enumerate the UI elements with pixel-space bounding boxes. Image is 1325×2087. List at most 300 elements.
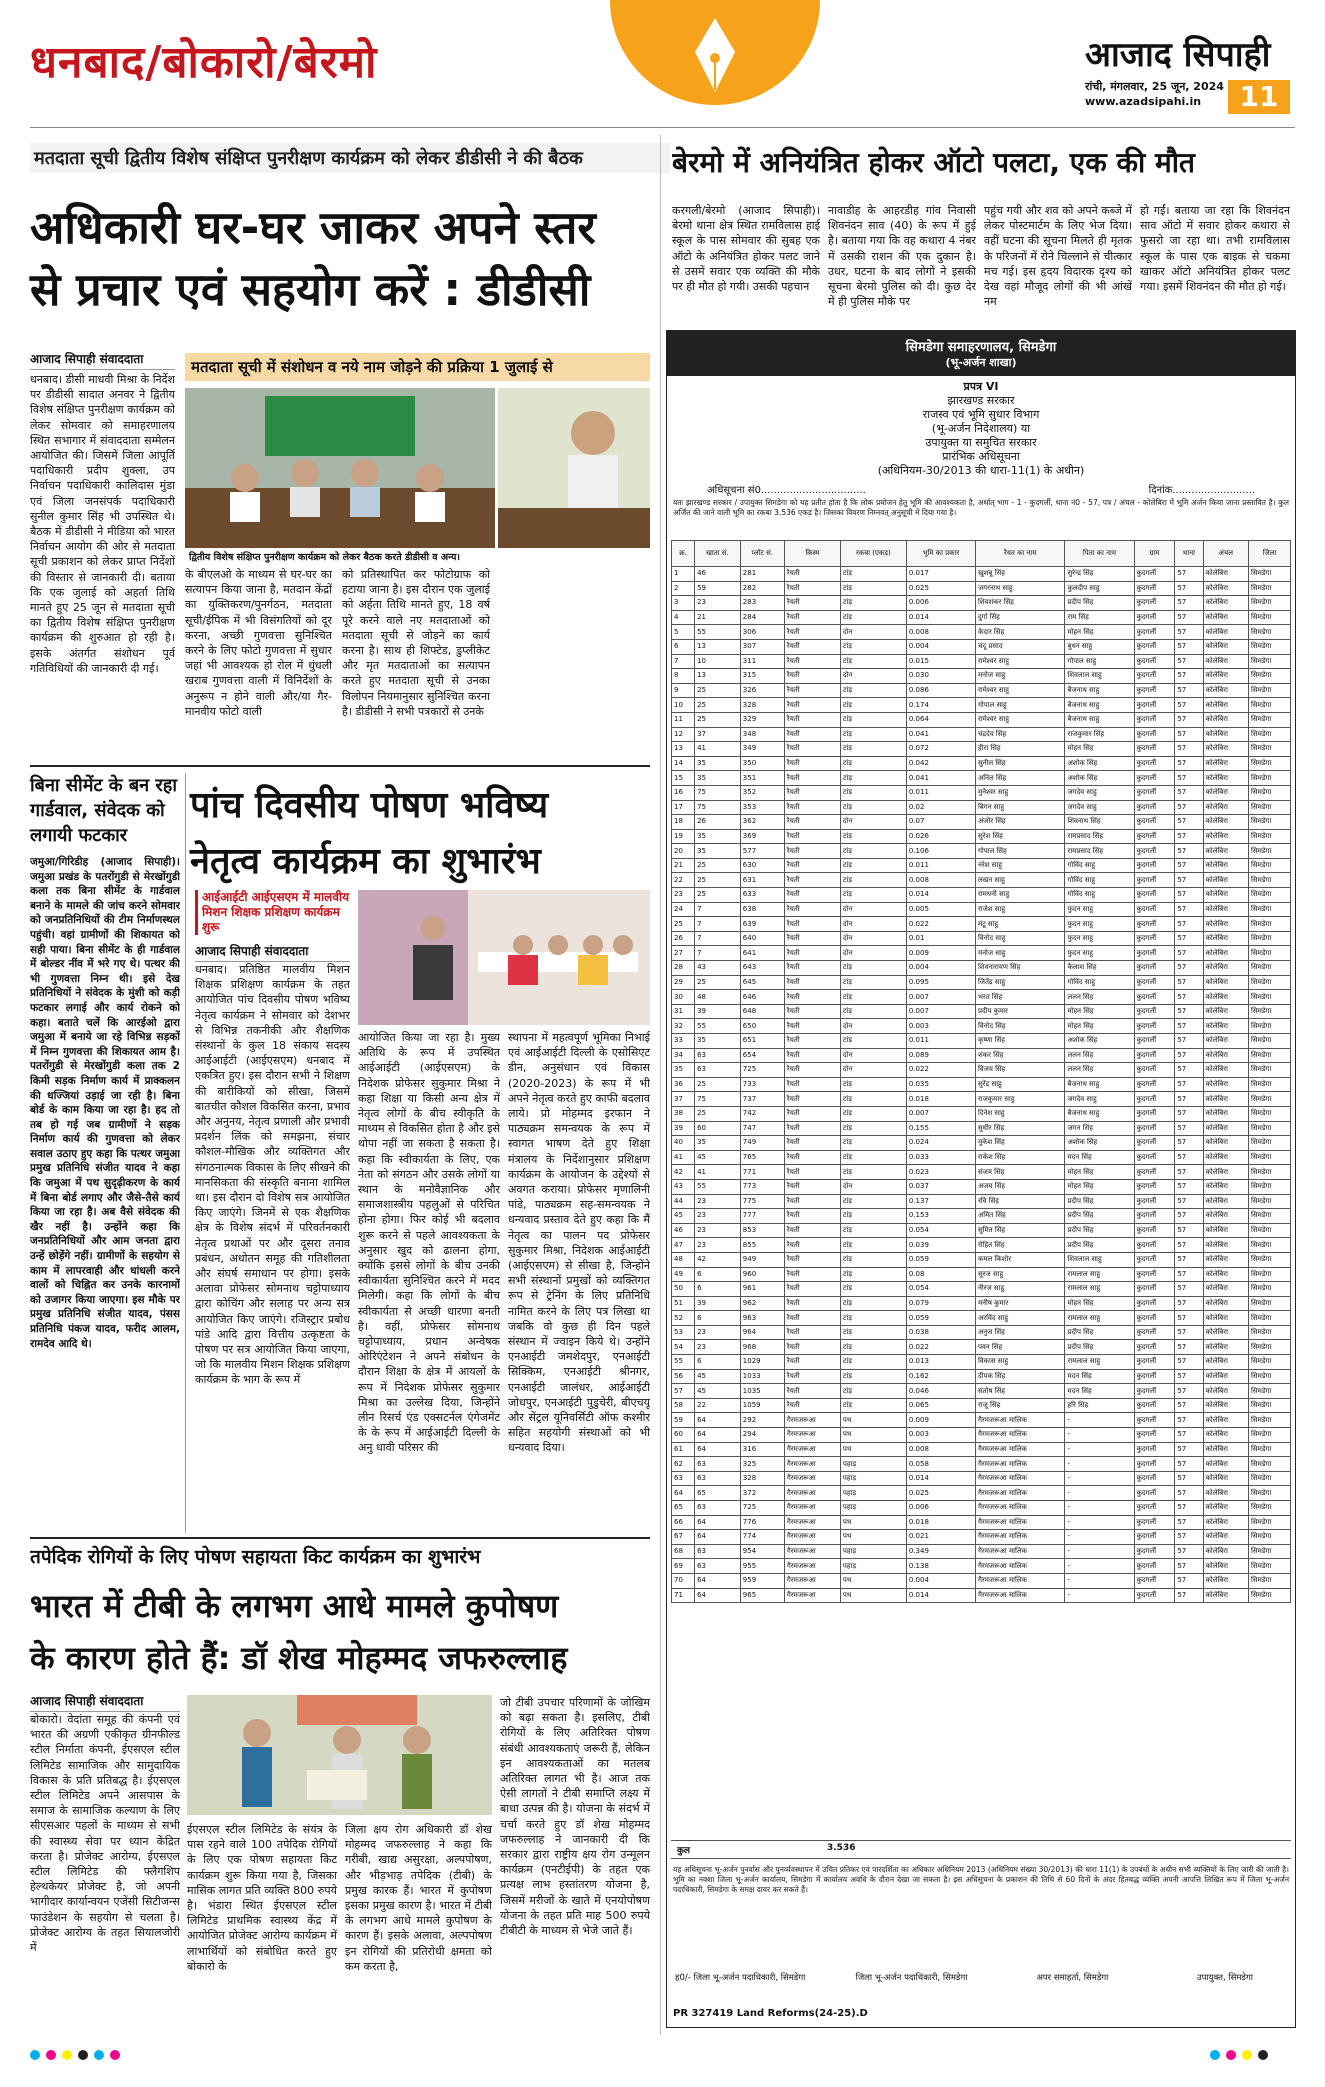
table-cell: पहाड़ bbox=[840, 1559, 906, 1574]
table-cell: कोलेबिरा bbox=[1203, 1179, 1249, 1194]
table-cell: कुदगर्ली bbox=[1134, 683, 1175, 698]
table-cell: विनोद सिंह bbox=[975, 1019, 1065, 1034]
table-cell: कुदगर्ली bbox=[1134, 902, 1175, 917]
table-cell: रामलाल साहु bbox=[1065, 1311, 1134, 1326]
table-cell: रैयती bbox=[784, 1340, 840, 1355]
table-cell: 50 bbox=[672, 1282, 695, 1297]
table-cell: कुदगर्ली bbox=[1134, 1136, 1175, 1151]
table-cell: कोलेबिरा bbox=[1203, 1413, 1249, 1428]
table-cell: 57 bbox=[1175, 625, 1203, 640]
table-row bbox=[672, 1588, 1291, 1603]
table-cell: 13 bbox=[695, 669, 741, 684]
table-cell: सिमडेगा bbox=[1249, 639, 1291, 654]
notice-sign4: उपायुक्त, सिमडेगा bbox=[1196, 1973, 1253, 1983]
table-cell: 31 bbox=[672, 1004, 695, 1019]
story4-col4: जो टीबी उपचार परिणामों के जोखिम को बढ़ा सकता है। इसलिए, टीबी रोगियों के लिए अतिरिक्त पोषण संबंधी आवश्यकताएं जरूरी हैं, लेकिन इन आवश्यकताओं का मतलब अतिरिक्त लागत भी है। आज तक ऐसी लागतों ने टीबी समाप्ति लक्ष्य में बाधा उत्पन्न की है। योजना के संदर्भ में चर्चा करते हुए डॉ शेख मोहम्मद जफरुल्लाह ने जानकारी दी कि सरकार द्वारा राष्ट्रीय क्षय रोग उन्मूलन कार्यक्रम (एनटीईपी) के तहत एक प्रत्यक्ष लाभ हस्तांतरण योजना है, जिसमें मरीजों के खाते में एनयोपोषण योजना के तहत प्रति माह 500 रुपये टीबीटी के माध्यम से भेजे जाते हैं। bbox=[500, 1696, 650, 1938]
table-cell: 57 bbox=[1175, 1282, 1203, 1297]
table-cell: कुदगर्ली bbox=[1134, 1267, 1175, 1282]
table-cell: 55 bbox=[695, 625, 741, 640]
table-cell: प्रदीप सिंह bbox=[1065, 1223, 1134, 1238]
table-cell: 57 bbox=[1175, 669, 1203, 684]
table-cell: 646 bbox=[740, 990, 784, 1005]
table-cell: 59 bbox=[672, 1413, 695, 1428]
table-cell: 57 bbox=[1175, 902, 1203, 917]
notice-total-row bbox=[671, 1840, 1291, 1859]
story1-subhead: मतदाता सूची में संशोधन व नये नाम जोड़ने की प्रक्रिया 1 जुलाई से bbox=[185, 353, 650, 381]
table-cell: रवि सिंह bbox=[975, 1194, 1065, 1209]
table-cell: गैरमजरूआ मालिक bbox=[975, 1573, 1065, 1588]
table-cell: रैयती bbox=[784, 1369, 840, 1384]
table-row bbox=[672, 1063, 1291, 1078]
table-cell: टांड़ bbox=[840, 771, 906, 786]
table-cell: 10 bbox=[695, 654, 741, 669]
table-cell: 1059 bbox=[740, 1398, 784, 1413]
table-cell: सिमडेगा bbox=[1249, 567, 1291, 582]
page-column-divider bbox=[660, 135, 661, 2035]
table-cell: 0.005 bbox=[906, 902, 975, 917]
table-cell: 0.01 bbox=[906, 931, 975, 946]
table-cell: टांड़ bbox=[840, 639, 906, 654]
table-cell: कोलेबिरा bbox=[1203, 654, 1249, 669]
table-cell: 949 bbox=[740, 1252, 784, 1267]
table-cell: गोविंद साहु bbox=[1065, 888, 1134, 903]
table-cell: सिमडेगा bbox=[1249, 771, 1291, 786]
table-row bbox=[672, 1165, 1291, 1180]
notice-office bbox=[667, 331, 1295, 376]
table-cell: 0.089 bbox=[906, 1048, 975, 1063]
table-header-cell: ग्राम bbox=[1134, 541, 1175, 567]
table-cell: 57 bbox=[1175, 712, 1203, 727]
table-cell: टांड़ bbox=[840, 596, 906, 611]
table-cell: सिमडेगा bbox=[1249, 1106, 1291, 1121]
table-row bbox=[672, 1384, 1291, 1399]
table-cell: टांड़ bbox=[840, 581, 906, 596]
table-cell: कोलेबिरा bbox=[1203, 1355, 1249, 1370]
table-cell: मोहन सिंह bbox=[1065, 625, 1134, 640]
table-cell: 57 bbox=[1175, 1486, 1203, 1501]
table-cell: टांड़ bbox=[840, 858, 906, 873]
table-cell: चंदू प्रसाद bbox=[975, 639, 1065, 654]
table-cell: रैयती bbox=[784, 1150, 840, 1165]
table-cell: 0.174 bbox=[906, 698, 975, 713]
table-cell: 0.023 bbox=[906, 1165, 975, 1180]
table-cell: कुदगर्ली bbox=[1134, 1150, 1175, 1165]
table-cell: 16 bbox=[672, 785, 695, 800]
table-cell: जगदेव साहु bbox=[1065, 800, 1134, 815]
table-cell: दोन bbox=[840, 669, 906, 684]
table-cell: अशोक सिंह bbox=[1065, 1034, 1134, 1049]
table-cell: 35 bbox=[672, 1063, 695, 1078]
table-cell: 0.007 bbox=[906, 1106, 975, 1121]
table-cell: रैयती bbox=[784, 756, 840, 771]
table-cell: 641 bbox=[740, 946, 784, 961]
table-cell: सिमडेगा bbox=[1249, 917, 1291, 932]
table-cell: कोलेबिरा bbox=[1203, 785, 1249, 800]
story1-rule bbox=[30, 765, 650, 767]
table-cell: 57 bbox=[1175, 961, 1203, 976]
table-row bbox=[672, 567, 1291, 582]
table-cell: 57 bbox=[1175, 990, 1203, 1005]
table-cell: सुरेंद्र साहु bbox=[975, 1077, 1065, 1092]
table-cell: दोन bbox=[840, 815, 906, 830]
table-cell: संतोष सिंह bbox=[975, 1384, 1065, 1399]
table-cell: सिमडेगा bbox=[1249, 1121, 1291, 1136]
table-cell: 35 bbox=[695, 771, 741, 786]
table-cell: 57 bbox=[1175, 1515, 1203, 1530]
table-cell: 57 bbox=[1175, 858, 1203, 873]
table-cell: टांड़ bbox=[840, 1282, 906, 1297]
table-cell: कोलेबिरा bbox=[1203, 1573, 1249, 1588]
table-header-cell: थाना bbox=[1175, 541, 1203, 567]
table-row bbox=[672, 844, 1291, 859]
table-cell: मनोज साहु bbox=[975, 669, 1065, 684]
table-cell: 350 bbox=[740, 756, 784, 771]
table-cell: कुदगर्ली bbox=[1134, 931, 1175, 946]
table-cell: रैयती bbox=[784, 625, 840, 640]
table-cell: 307 bbox=[740, 639, 784, 654]
table-cell: 0.014 bbox=[906, 1471, 975, 1486]
table-row bbox=[672, 1325, 1291, 1340]
table-cell: 0.058 bbox=[906, 1457, 975, 1472]
table-cell: गोविंद साहु bbox=[1065, 873, 1134, 888]
table-cell: सिमडेगा bbox=[1249, 1311, 1291, 1326]
table-cell: 0.014 bbox=[906, 610, 975, 625]
table-row bbox=[672, 1121, 1291, 1136]
page-number: 11 bbox=[1239, 80, 1279, 113]
table-cell: 773 bbox=[740, 1179, 784, 1194]
table-cell: कुदगर्ली bbox=[1134, 756, 1175, 771]
table-cell: पहाड़ bbox=[840, 1457, 906, 1472]
table-row bbox=[672, 1179, 1291, 1194]
table-cell: कोलेबिरा bbox=[1203, 1384, 1249, 1399]
table-cell: कोलेबिरा bbox=[1203, 1004, 1249, 1019]
table-cell: 0.022 bbox=[906, 1340, 975, 1355]
table-cell: 63 bbox=[695, 1471, 741, 1486]
table-cell: 281 bbox=[740, 567, 784, 582]
table-row bbox=[672, 654, 1291, 669]
notice-govt: झारखण्ड सरकार bbox=[947, 394, 1015, 407]
table-cell: 25 bbox=[695, 888, 741, 903]
table-row bbox=[672, 756, 1291, 771]
table-cell: कुदगर्ली bbox=[1134, 712, 1175, 727]
table-cell: टांड़ bbox=[840, 990, 906, 1005]
table-cell: 64 bbox=[672, 1486, 695, 1501]
table-cell: सिमडेगा bbox=[1249, 1004, 1291, 1019]
table-cell: कुदगर्ली bbox=[1134, 946, 1175, 961]
table-cell: 0.009 bbox=[906, 946, 975, 961]
table-cell: रैयती bbox=[784, 1034, 840, 1049]
table-cell: कुदगर्ली bbox=[1134, 815, 1175, 830]
table-cell: 0.011 bbox=[906, 785, 975, 800]
table-cell: सूरज साहु bbox=[975, 1267, 1065, 1282]
table-cell: 25 bbox=[695, 683, 741, 698]
table-cell: पहाड़ bbox=[840, 1471, 906, 1486]
table-cell: सुरेश सिंह bbox=[975, 829, 1065, 844]
table-cell: 725 bbox=[740, 1501, 784, 1516]
table-cell: ललन सिंह bbox=[1065, 1048, 1134, 1063]
story1-headline bbox=[30, 197, 670, 321]
table-cell: 1029 bbox=[740, 1355, 784, 1370]
table-cell: कोलेबिरा bbox=[1203, 1048, 1249, 1063]
table-cell: कोलेबिरा bbox=[1203, 844, 1249, 859]
table-cell: सिमडेगा bbox=[1249, 1282, 1291, 1297]
table-cell: 0.059 bbox=[906, 1311, 975, 1326]
table-cell: रैयती bbox=[784, 990, 840, 1005]
table-cell: 0.011 bbox=[906, 1034, 975, 1049]
table-cell: 63 bbox=[695, 1501, 741, 1516]
table-cell: 326 bbox=[740, 683, 784, 698]
table-cell: 48 bbox=[695, 990, 741, 1005]
table-cell: गैरमजरूआ मालिक bbox=[975, 1530, 1065, 1545]
table-cell: 777 bbox=[740, 1209, 784, 1224]
table-cell: 961 bbox=[740, 1282, 784, 1297]
table-cell: कुदगर्ली bbox=[1134, 1121, 1175, 1136]
story2-body: जमुआ/गिरिडीह (आजाद सिपाही)। जमुआ प्रखंड के पतरोंगुडी से मेरखोंगुडी कला तक बिना सीमेंट के गार्डवाल बनाने के मामले की जांच करने सोमवार को जनप्रतिनिधियों की टीम निर्माणस्थल पहुंची। वहां ग्रामीणों की शिकायत को सही पाया। बिना सीमेंट के ही गार्डवाल में बोल्डर नींव में भरे गए थे। पत्थर की भी गुणवत्ता निम्न थी। इसे देख प्रतिनिधियों ने संवेदक के मुंशी को कड़ी फटकार लगाई और कार्य रोकने को कहा। बताते चलें कि आरईओ द्वारा जमुआ में बनाये जा रहे विभिन्न सड़कों में निम्न गुणवत्ता की शिकायत आम है। पतरोंगुडी से मेरखोंगुडी कला तक 2 किमी सड़क निर्माण कार्य में प्राक्कलन की धज्जियां उड़ाई जा रही है। बिना बोर्ड के काम किया जा रहा है। हद तो तब हो गई जब ग्रामीणों ने सड़क निर्माण कार्य की गुणवत्ता को लेकर सवाल उठाए हुए कहा कि पत्थर जमुआ प्रमुख प्रतिनिधि संजीत यादव ने कहा कि जमुआ में पथ सुदृढ़ीकरण के कार्य में बिना बोर्ड लगाए और जैसे-तैसे कार्य किया जा रहा है। अब वैसे संवेदक की खैर नहीं है। उन्होंने कहा कि जनप्रतिनिधियों और आम जनता द्वारा उन्हें छोड़ेंगे नहीं। ग्रामीणों के सहयोग से काम में लापरवाही और धांधली करने वालों को चिह्नित कर उनके कारनामों को उजागर किया जाएगा। इस मौके पर प्रमुख प्रतिनिधि संजीत यादव, पंसस प्रतिनिधि पंकज यादव, फरीद आलम, रामदेव आदि थे। bbox=[30, 856, 180, 1350]
table-cell: सिमडेगा bbox=[1249, 1486, 1291, 1501]
table-cell: कैलाश सिंह bbox=[1065, 961, 1134, 976]
table-cell: 0.041 bbox=[906, 727, 975, 742]
table-cell: बुधन साहु bbox=[1065, 639, 1134, 654]
table-cell: कोलेबिरा bbox=[1203, 858, 1249, 873]
table-cell: 39 bbox=[695, 1004, 741, 1019]
table-cell: कुदगर्ली bbox=[1134, 639, 1175, 654]
table-cell: 55 bbox=[695, 1019, 741, 1034]
table-cell: अमित सिंह bbox=[975, 1209, 1065, 1224]
table-cell: 0.006 bbox=[906, 596, 975, 611]
table-cell: मदन सिंह bbox=[1065, 1369, 1134, 1384]
table-cell: दुर्गा सिंह bbox=[975, 610, 1065, 625]
table-row bbox=[672, 625, 1291, 640]
table-cell: 37 bbox=[695, 727, 741, 742]
table-cell: रैयती bbox=[784, 1121, 840, 1136]
table-cell: 25 bbox=[695, 975, 741, 990]
table-cell: 328 bbox=[740, 698, 784, 713]
table-cell: कोलेबिरा bbox=[1203, 610, 1249, 625]
table-cell: 853 bbox=[740, 1223, 784, 1238]
table-cell: कोलेबिरा bbox=[1203, 756, 1249, 771]
table-cell: 54 bbox=[672, 1340, 695, 1355]
table-cell: रैयती bbox=[784, 610, 840, 625]
table-cell: मोहन सिंह bbox=[1065, 1179, 1134, 1194]
table-cell: 630 bbox=[740, 858, 784, 873]
table-cell: 57 bbox=[1175, 1121, 1203, 1136]
table-cell: 47 bbox=[672, 1238, 695, 1253]
table-cell: प्रदीप सिंह bbox=[1065, 1194, 1134, 1209]
table-cell: 18 bbox=[672, 815, 695, 830]
table-cell: 57 bbox=[1175, 1501, 1203, 1516]
land-notice bbox=[666, 330, 1296, 2028]
dateline: रांची, मंगलवार, 25 जून, 2024 bbox=[1085, 80, 1224, 93]
table-cell: 45 bbox=[695, 1384, 741, 1399]
table-row bbox=[672, 1034, 1291, 1049]
table-cell: सुधीर सिंह bbox=[975, 1121, 1065, 1136]
table-row bbox=[672, 1369, 1291, 1384]
table-cell: रामलाल साहु bbox=[1065, 1267, 1134, 1282]
table-cell: - bbox=[1065, 1544, 1134, 1559]
table-cell: 0.003 bbox=[906, 1019, 975, 1034]
table-cell: प्रदीप सिंह bbox=[1065, 1325, 1134, 1340]
table-cell: 725 bbox=[740, 1063, 784, 1078]
table-cell: राम सिंह bbox=[1065, 610, 1134, 625]
table-cell: 51 bbox=[672, 1296, 695, 1311]
table-cell: सुमित सिंह bbox=[975, 1223, 1065, 1238]
table-row bbox=[672, 639, 1291, 654]
table-cell: कोलेबिरा bbox=[1203, 1092, 1249, 1107]
table-cell: 0.065 bbox=[906, 1398, 975, 1413]
table-cell: 7 bbox=[695, 946, 741, 961]
table-cell: 0.153 bbox=[906, 1209, 975, 1224]
table-cell: 23 bbox=[672, 888, 695, 903]
table-cell: 57 bbox=[1175, 1355, 1203, 1370]
table-cell: कोलेबिरा bbox=[1203, 639, 1249, 654]
table-cell: 2 bbox=[672, 581, 695, 596]
table-row bbox=[672, 1530, 1291, 1545]
table-cell: कुदगर्ली bbox=[1134, 567, 1175, 582]
table-cell: - bbox=[1065, 1428, 1134, 1443]
table-cell: टांड़ bbox=[840, 1384, 906, 1399]
table-cell: 25 bbox=[695, 858, 741, 873]
table-cell: 75 bbox=[695, 1092, 741, 1107]
table-cell: 8 bbox=[672, 669, 695, 684]
table-cell: पवन सिंह bbox=[975, 1340, 1065, 1355]
table-cell: 57 bbox=[1175, 756, 1203, 771]
table-cell: पथ bbox=[840, 1573, 906, 1588]
table-cell: 57 bbox=[1175, 1530, 1203, 1545]
table-cell: 774 bbox=[740, 1530, 784, 1545]
table-row bbox=[672, 1471, 1291, 1486]
table-cell: सुनील सिंह bbox=[975, 756, 1065, 771]
table-row bbox=[672, 581, 1291, 596]
table-cell: रैयती bbox=[784, 1252, 840, 1267]
table-cell: रैयती bbox=[784, 785, 840, 800]
table-cell: गैरमजरूआ मालिक bbox=[975, 1559, 1065, 1574]
table-cell: 63 bbox=[695, 1544, 741, 1559]
table-cell: नरेश साहु bbox=[975, 858, 1065, 873]
table-cell: कुदगर्ली bbox=[1134, 1355, 1175, 1370]
table-cell: 733 bbox=[740, 1077, 784, 1092]
table-cell: कोलेबिरा bbox=[1203, 1501, 1249, 1516]
table-cell: 328 bbox=[740, 1471, 784, 1486]
table-cell: टांड़ bbox=[840, 1165, 906, 1180]
table-header-cell: प्लॉट सं. bbox=[740, 541, 784, 567]
table-cell: टांड़ bbox=[840, 567, 906, 582]
table-cell: टांड़ bbox=[840, 888, 906, 903]
table-cell: 42 bbox=[695, 1252, 741, 1267]
story4-col1: बोकारो। वेदांता समूह की कंपनी एवं भारत की अग्रणी एकीकृत ग्रीनफील्ड स्टील निर्माता कंपनी, ईएसएल स्टील लिमिटेड सामाजिक और सामुदायिक विकास के प्रति प्रतिबद्ध है। ईएसएल स्टील लिमिटेड अपने आसपास के समाज के सामाजिक कल्याण के लिए सीएसआर पहलों के माध्यम से सभी की स्वास्थ्य सेवा पर ध्यान केंद्रित करता है। प्रोजेक्ट आरोग्य, ईएसएल स्टील लिमिटेड की फ्लैगशिप हेल्थकेयर प्रोजेक्ट है, जो अपनी भागीदार कार्यान्वयन एजेंसी सिटीजन्स फाउंडेशन के सहयोग से चलता है। प्रोजेक्ट आरोग्य के तहत सियालजोरी में bbox=[30, 1713, 180, 1955]
table-cell: गैरमजरूआ bbox=[784, 1413, 840, 1428]
table-cell: कोलेबिरा bbox=[1203, 1588, 1249, 1603]
table-cell: 316 bbox=[740, 1442, 784, 1457]
table-cell: 57 bbox=[1175, 1092, 1203, 1107]
table-cell: कृष्णा सिंह bbox=[975, 1034, 1065, 1049]
table-cell: कोलेबिरा bbox=[1203, 771, 1249, 786]
table-cell: टांड़ bbox=[840, 1034, 906, 1049]
table-cell: रैयती bbox=[784, 1267, 840, 1282]
table-cell: 64 bbox=[695, 1413, 741, 1428]
table-cell: टांड़ bbox=[840, 1296, 906, 1311]
table-cell: सिमडेगा bbox=[1249, 698, 1291, 713]
table-cell: रैयती bbox=[784, 873, 840, 888]
table-row bbox=[672, 800, 1291, 815]
story1-photo-poster bbox=[498, 388, 650, 548]
table-cell: 57 bbox=[1175, 1369, 1203, 1384]
table-cell: कुदगर्ली bbox=[1134, 1369, 1175, 1384]
table-header-cell: जिला bbox=[1249, 541, 1291, 567]
table-row bbox=[672, 1209, 1291, 1224]
table-cell: रैयती bbox=[784, 742, 840, 757]
table-cell: गैरमजरूआ मालिक bbox=[975, 1515, 1065, 1530]
table-cell: सिमडेगा bbox=[1249, 1384, 1291, 1399]
table-cell: गैरमजरूआ bbox=[784, 1471, 840, 1486]
story1-col2: के बीएलओ के माध्यम से घर-घर का सत्यापन किया जाना है, मतदान केंद्रों का युक्तिकरण/पुनर्गठन, मतदाता सूची/ईपिक में भी विसंगतियों को दूर करना, अच्छी गुणवत्ता सुनिश्चित करने के लिए फोटो गुणवत्ता में सुधार जहां भी आवश्यक हो रोल में धुंधली खराब गुणवत्ता वाली में विनिर्देशों के अनुरूप न होने वाली और/या गैर- मानवीय फोटो वाली bbox=[185, 568, 332, 718]
table-row bbox=[672, 1296, 1291, 1311]
table-cell: 57 bbox=[1175, 1004, 1203, 1019]
table-cell: कोलेबिरा bbox=[1203, 1457, 1249, 1472]
table-row bbox=[672, 990, 1291, 1005]
table-cell: टांड़ bbox=[840, 1252, 906, 1267]
table-cell: बैजनाथ साहु bbox=[1065, 683, 1134, 698]
table-cell: 57 bbox=[1175, 815, 1203, 830]
table-cell: सिमडेगा bbox=[1249, 669, 1291, 684]
table-cell: 57 bbox=[1175, 1559, 1203, 1574]
notice-act: (अधिनियम-30/2013 की धारा-11(1) के अधीन) bbox=[877, 464, 1085, 477]
table-cell: शिवलाल साहु bbox=[1065, 1252, 1134, 1267]
table-cell: मंटू साहु bbox=[975, 917, 1065, 932]
table-cell: सिमडेगा bbox=[1249, 625, 1291, 640]
table-cell: 29 bbox=[672, 975, 695, 990]
table-cell: कुदगर्ली bbox=[1134, 785, 1175, 800]
table-cell: राकेश सिंह bbox=[975, 1150, 1065, 1165]
table-cell: कुदगर्ली bbox=[1134, 654, 1175, 669]
table-cell: टांड़ bbox=[840, 1238, 906, 1253]
table-cell: कुदगर्ली bbox=[1134, 975, 1175, 990]
table-cell: 43 bbox=[695, 961, 741, 976]
table-cell: 15 bbox=[672, 771, 695, 786]
table-cell: बैजनाथ साहु bbox=[1065, 1077, 1134, 1092]
table-cell: सिमडेगा bbox=[1249, 1355, 1291, 1370]
table-cell: 48 bbox=[672, 1252, 695, 1267]
table-cell: राजू सिंह bbox=[975, 1398, 1065, 1413]
table-cell: सिमडेगा bbox=[1249, 1398, 1291, 1413]
table-cell: कुदगर्ली bbox=[1134, 1004, 1175, 1019]
table-cell: हीरा सिंह bbox=[975, 742, 1065, 757]
table-cell: 57 bbox=[1175, 1588, 1203, 1603]
table-cell: टांड़ bbox=[840, 1209, 906, 1224]
table-cell: 643 bbox=[740, 961, 784, 976]
table-cell: गैरमजरूआ मालिक bbox=[975, 1457, 1065, 1472]
table-cell: रामलाल साहु bbox=[1065, 1355, 1134, 1370]
table-cell: कुलदीप साहु bbox=[1065, 581, 1134, 596]
table-cell: गैरमजरूआ मालिक bbox=[975, 1544, 1065, 1559]
story3-photo-lecture bbox=[358, 890, 650, 1025]
table-cell: बैजनाथ साहु bbox=[1065, 1106, 1134, 1121]
table-cell: 638 bbox=[740, 902, 784, 917]
table-header-cell: रकबा (एकड़) bbox=[840, 541, 906, 567]
table-cell: सिमडेगा bbox=[1249, 1238, 1291, 1253]
table-cell: 10 bbox=[672, 698, 695, 713]
table-cell: 36 bbox=[672, 1077, 695, 1092]
table-cell: कोलेबिरा bbox=[1203, 1106, 1249, 1121]
table-cell: 57 bbox=[1175, 727, 1203, 742]
table-cell: 26 bbox=[672, 931, 695, 946]
table-cell: कुदगर्ली bbox=[1134, 1457, 1175, 1472]
table-cell: गैरमजरूआ bbox=[784, 1544, 840, 1559]
table-cell: कोलेबिरा bbox=[1203, 1121, 1249, 1136]
table-cell: 0.008 bbox=[906, 625, 975, 640]
notice-sign2: जिला भू-अर्जन पदाधिकारी, सिमडेगा bbox=[855, 1973, 968, 1983]
table-cell: - bbox=[1065, 1413, 1134, 1428]
table-cell: रैयती bbox=[784, 639, 840, 654]
